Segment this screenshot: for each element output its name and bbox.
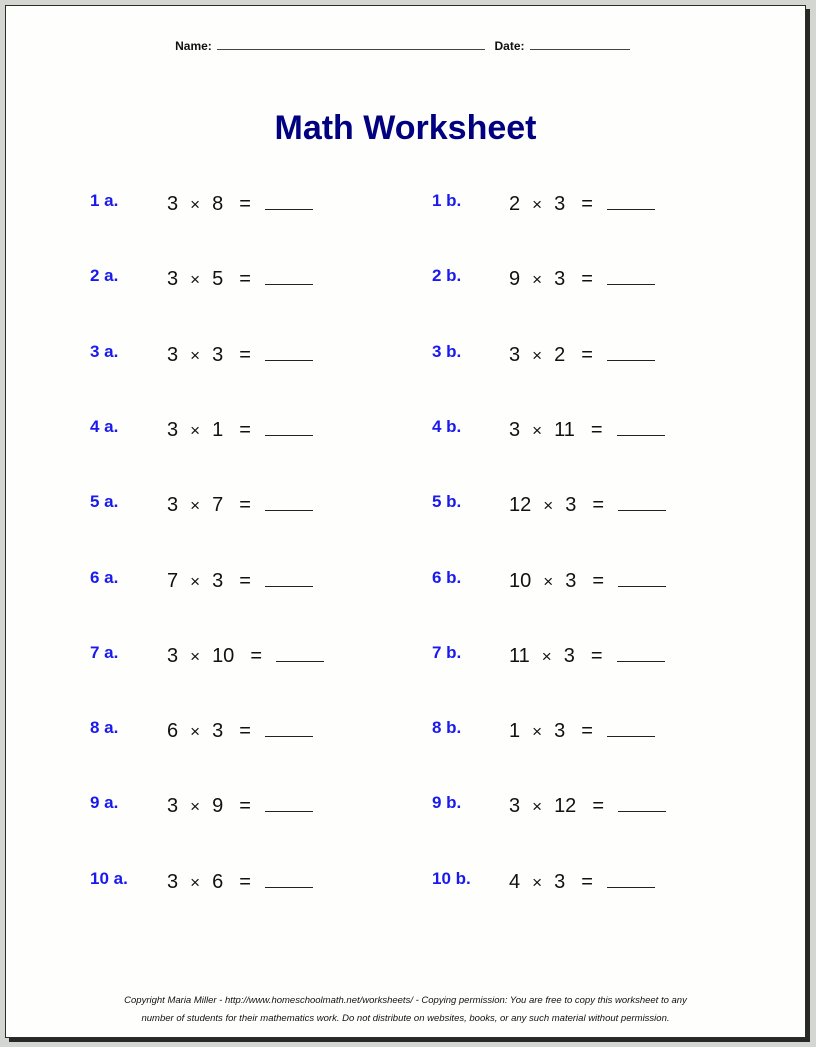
right-operand: 3 [212, 343, 224, 366]
problem-label: 5 b. [432, 492, 462, 512]
left-operand: 12 [509, 494, 532, 517]
footer-line-1: Copyright Maria Miller - http://www.homeschoolmath.net/worksheets/ - Copying permission: You are free to copy this worksheet to any [124, 995, 687, 1006]
equation [167, 643, 324, 668]
multiply-sign-icon: × [190, 420, 201, 440]
equals-sign: = [239, 343, 251, 366]
equation [167, 492, 313, 517]
problem-label: 3 a. [90, 341, 119, 361]
problem-2b [432, 266, 772, 296]
equals-sign: = [239, 720, 251, 743]
answer-blank[interactable] [265, 568, 313, 587]
left-operand: 10 [509, 569, 532, 592]
problem-5b [432, 492, 772, 522]
right-operand: 3 [212, 569, 224, 592]
right-operand: 1 [212, 418, 224, 441]
equation [509, 417, 665, 442]
equals-sign: = [581, 870, 593, 893]
right-operand: 10 [212, 644, 235, 667]
multiply-sign-icon: × [532, 872, 543, 892]
worksheet-page [5, 5, 806, 1038]
multiply-sign-icon: × [190, 345, 201, 365]
problem-10b [432, 869, 772, 899]
answer-blank[interactable] [607, 191, 655, 210]
equation [509, 342, 655, 367]
multiply-sign-icon: × [190, 722, 201, 742]
answer-blank[interactable] [265, 266, 313, 285]
problem-6a [90, 568, 430, 598]
right-operand: 11 [554, 418, 575, 441]
left-operand: 9 [509, 268, 521, 291]
problem-5a [90, 492, 430, 522]
problem-4a [90, 417, 430, 447]
problem-label: 4 b. [432, 416, 462, 436]
multiply-sign-icon: × [541, 646, 552, 666]
problem-label: 7 b. [432, 642, 462, 662]
equation [167, 417, 313, 442]
multiply-sign-icon: × [190, 872, 201, 892]
left-operand: 3 [509, 418, 521, 441]
equals-sign: = [250, 644, 262, 667]
answer-blank[interactable] [265, 492, 313, 511]
multiply-sign-icon: × [190, 646, 201, 666]
right-operand: 5 [212, 268, 224, 291]
problem-label: 9 b. [432, 793, 462, 813]
equals-sign: = [239, 870, 251, 893]
left-operand: 4 [509, 870, 521, 893]
problem-label: 7 a. [90, 642, 119, 662]
equals-sign: = [239, 193, 251, 215]
equation [509, 266, 655, 291]
left-operand: 3 [167, 193, 179, 215]
answer-blank[interactable] [607, 266, 655, 285]
equation [167, 869, 313, 894]
problem-9a [90, 793, 430, 823]
problem-label: 5 a. [90, 492, 119, 512]
right-operand: 3 [565, 569, 577, 592]
answer-blank[interactable] [607, 718, 655, 737]
name-field[interactable] [217, 38, 485, 50]
equals-sign: = [592, 569, 604, 592]
answer-blank[interactable] [618, 492, 666, 511]
multiply-sign-icon: × [532, 270, 543, 290]
answer-blank[interactable] [265, 869, 313, 888]
date-label: Date: [494, 39, 525, 53]
problem-2a [90, 266, 430, 296]
multiply-sign-icon: × [543, 571, 554, 591]
equation [509, 191, 655, 216]
left-operand: 3 [167, 343, 179, 366]
multiply-sign-icon: × [532, 420, 543, 440]
equation [509, 869, 655, 894]
problem-10a [90, 869, 430, 899]
equation [509, 568, 666, 593]
right-operand: 8 [212, 193, 224, 215]
equals-sign: = [592, 494, 604, 517]
problem-label: 8 a. [90, 718, 119, 738]
left-operand: 7 [167, 569, 179, 592]
problem-label: 1 a. [90, 191, 119, 210]
problem-8a [90, 718, 430, 748]
header-line [6, 38, 805, 53]
left-operand: 3 [167, 644, 179, 667]
problem-label: 10 a. [90, 868, 128, 888]
equals-sign: = [239, 795, 251, 818]
right-operand: 6 [212, 870, 224, 893]
right-operand: 3 [554, 870, 566, 893]
problem-9b [432, 793, 772, 823]
answer-blank[interactable] [265, 417, 313, 436]
left-operand: 3 [167, 418, 179, 441]
right-operand: 3 [554, 193, 566, 215]
problem-3a [90, 342, 430, 372]
answer-blank[interactable] [265, 342, 313, 361]
multiply-sign-icon: × [190, 496, 201, 516]
equation [509, 793, 666, 818]
multiply-sign-icon: × [532, 195, 543, 214]
problem-3b [432, 342, 772, 372]
right-operand: 9 [212, 795, 224, 818]
problem-8b [432, 718, 772, 748]
problem-1a [90, 191, 430, 221]
problem-label: 10 b. [432, 868, 471, 888]
problem-1b [432, 191, 772, 221]
problem-label: 6 a. [90, 567, 119, 587]
multiply-sign-icon: × [532, 797, 543, 817]
equals-sign: = [239, 418, 251, 441]
problem-label: 3 b. [432, 341, 462, 361]
left-operand: 2 [509, 193, 521, 215]
equation [167, 342, 313, 367]
answer-blank[interactable] [607, 342, 655, 361]
equation [167, 568, 313, 593]
answer-blank[interactable] [265, 191, 313, 210]
right-operand: 3 [565, 494, 577, 517]
problem-label: 2 b. [432, 266, 462, 286]
equals-sign: = [581, 268, 593, 291]
multiply-sign-icon: × [190, 270, 201, 290]
answer-blank[interactable] [618, 793, 666, 812]
answer-blank[interactable] [617, 643, 665, 662]
multiply-sign-icon: × [532, 345, 543, 365]
problem-label: 8 b. [432, 718, 462, 738]
equation [509, 718, 655, 743]
left-operand: 3 [509, 795, 521, 818]
problem-7b [432, 643, 772, 673]
multiply-sign-icon: × [190, 571, 201, 591]
problem-label: 4 a. [90, 416, 119, 436]
right-operand: 3 [554, 268, 566, 291]
problem-4b [432, 417, 772, 447]
equals-sign: = [239, 494, 251, 517]
right-operand: 3 [212, 720, 224, 743]
right-operand: 3 [563, 644, 575, 667]
equation [509, 643, 665, 668]
equals-sign: = [239, 268, 251, 291]
footer-line-2: number of students for their mathematics work. Do not distribute on websites, books, or any such material without permission. [141, 1013, 670, 1024]
answer-blank[interactable] [617, 417, 665, 436]
answer-blank[interactable] [265, 718, 313, 737]
name-label: Name: [175, 39, 212, 53]
equals-sign: = [592, 795, 604, 818]
equation [167, 718, 313, 743]
equation [509, 492, 666, 517]
problem-label: 2 a. [90, 266, 119, 286]
right-operand: 3 [554, 720, 566, 743]
left-operand: 3 [167, 494, 179, 517]
equals-sign: = [581, 720, 593, 743]
date-field[interactable] [530, 38, 630, 50]
equals-sign: = [239, 569, 251, 592]
left-operand: 3 [167, 795, 179, 818]
left-operand: 3 [509, 343, 521, 366]
answer-blank[interactable] [607, 869, 655, 888]
equation [167, 266, 313, 291]
problem-label: 9 a. [90, 793, 119, 813]
right-operand: 12 [554, 795, 577, 818]
multiply-sign-icon: × [190, 797, 201, 817]
left-operand: 11 [509, 644, 530, 667]
right-operand: 7 [212, 494, 224, 517]
multiply-sign-icon: × [190, 195, 201, 214]
problem-label: 6 b. [432, 567, 462, 587]
answer-blank[interactable] [276, 643, 324, 662]
problem-6b [432, 568, 772, 598]
equals-sign: = [581, 193, 593, 215]
left-operand: 6 [167, 720, 179, 743]
problem-label: 1 b. [432, 191, 462, 210]
equation [167, 191, 313, 216]
left-operand: 3 [167, 268, 179, 291]
equation [167, 793, 313, 818]
problem-7a [90, 643, 430, 673]
left-operand: 3 [167, 870, 179, 893]
answer-blank[interactable] [265, 793, 313, 812]
equals-sign: = [590, 644, 603, 667]
right-operand: 2 [554, 343, 566, 366]
equals-sign: = [590, 418, 603, 441]
page-title: Math Worksheet [274, 109, 537, 147]
left-operand: 1 [509, 720, 521, 743]
equals-sign: = [581, 343, 593, 366]
multiply-sign-icon: × [532, 722, 543, 742]
answer-blank[interactable] [618, 568, 666, 587]
multiply-sign-icon: × [543, 496, 554, 516]
copyright-footer [6, 992, 805, 1028]
